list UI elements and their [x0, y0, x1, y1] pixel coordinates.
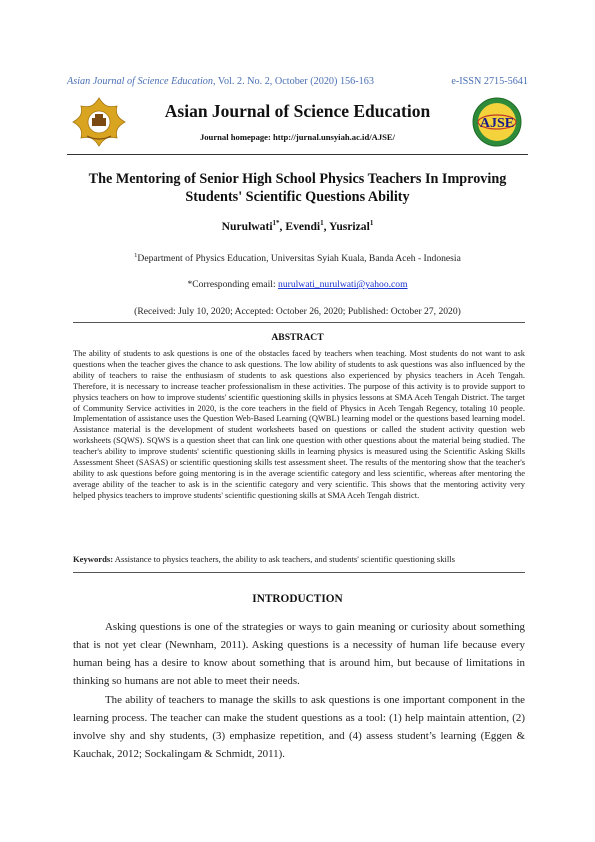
corresponding-email-link[interactable]: nurulwati_nurulwati@yahoo.com — [278, 279, 408, 290]
abstract-heading: ABSTRACT — [271, 332, 324, 343]
keywords-text: Assistance to physics teachers, the ability to ask teachers, and students' scientific questioning skills — [113, 554, 455, 564]
keywords-line — [73, 554, 525, 564]
journal-masthead — [67, 92, 528, 152]
affiliation-text: Department of Physics Education, Universitas Syiah Kuala, Banda Aceh - Indonesia — [137, 253, 461, 265]
affiliation — [67, 252, 528, 264]
author-affil-marker: 1 — [369, 219, 374, 227]
author-name: Nurulwati — [221, 219, 273, 233]
keywords-label: Keywords: — [73, 554, 114, 564]
journal-homepage[interactable]: Journal homepage: http://jurnal.unsyiah.ac.id/AJSE/ — [199, 132, 396, 142]
running-head-journal: Asian Journal of Science Education — [67, 76, 213, 87]
ajse-logo-text: AJSE — [479, 116, 515, 131]
body-paragraph: The ability of teachers to manage the skills to ask questions is one important component in the learning process. The teacher can make the student questions as a tool: (1) help maintain attention, (2) involve shy and shy students, (3) emphasize repetition, and (4) assess student’s learning (Eggen & Kauchak, 2012; Sockalingam & Schmidt, 2011). — [73, 694, 525, 760]
section-heading-introduction: INTRODUCTION — [252, 593, 343, 605]
author-name: Yusrizal — [329, 219, 370, 233]
abstract-bottom-rule — [73, 572, 525, 573]
journal-name: Asian Journal of Science Education — [164, 101, 431, 121]
masthead-rule — [67, 154, 528, 155]
corresponding-email-line — [67, 279, 528, 290]
article-title: The Mentoring of Senior High School Physics Teachers In Improving Students' Scientific Questions Ability — [88, 171, 507, 205]
affiliation-marker: 1 — [134, 252, 138, 259]
author-list: Nurulwati$^{1*}$, Evendi$^1$, Yusrizal$^1$ — [221, 219, 374, 233]
author-affil-marker: 1* — [272, 219, 280, 227]
running-head-issue: , Vol. 2. No. 2, October (2020) 156-163 — [213, 76, 374, 87]
running-head — [67, 76, 528, 87]
author-affil-marker: 1 — [320, 219, 324, 227]
author-name: Evendi — [285, 219, 321, 233]
publication-dates: (Received: July 10, 2020; Accepted: October 26, 2020; Published: October 27, 2020) — [134, 306, 461, 317]
abstract-top-rule — [73, 322, 525, 323]
ajse-logo-icon — [468, 95, 526, 149]
body-paragraph: Asking questions is one of the strategies or ways to gain meaning or curiosity about something that is not yet clear (Newnham, 2011). Asking questions is a necessity of human life because every human being has a desire to know about something that is around him, but because of limitations in thinking so humans are not able to meet their needs. — [73, 621, 525, 687]
abstract-text: The ability of students to ask questions is one of the obstacles faced by teachers when teaching. Most students do not want to ask questions when the teacher gives the chance to ask questions. The low ability of students to ask questions was also influenced by the ability of teachers to raise the enthusiasm of students to ask questions also experienced by physics teachers in Aceh Tengah. Therefore, it is necessary to increase teacher professionalism in these activities. The purpose of this activity is to provide support to physics teachers on how to improve students' scientific questioning skills in physics lessons at SMA Aceh Tengah District. The target of Community Service activities in 2020, is the core teachers in the field of Physics in Aceh Tengah Regency, totaling 10 people. Implementation of assistance uses the Question Web-Based Learning (QWBL) learning model or the questions based learning model. Assistance material is the development of student worksheets based on questions or called the student activity question web worksheets (SQWS). SQWS is a question sheet that can link one question with other questions about the material being studied. The teacher's ability to improve students' scientific questioning skills in learning physics is measured using the Scientific Asking Skills Assessment Sheet (SASAS) or scientific questioning skills test assessment sheet. The results of the mentoring show that the teacher's ability to ask questions before going mentoring is in the average scientific category and less scientific, whereas after mentoring the average ability of the teacher to ask is in the scientific category and very scientific. This shows that the mentoring activity very helped physics teachers to improve students' scientific questioning skills at SMA Aceh Tengah district. — [73, 348, 525, 500]
running-head-eissn: e-ISSN 2715-5641 — [451, 76, 528, 87]
corresponding-label: *Corresponding email: — [187, 279, 279, 290]
running-head-citation — [67, 76, 374, 87]
